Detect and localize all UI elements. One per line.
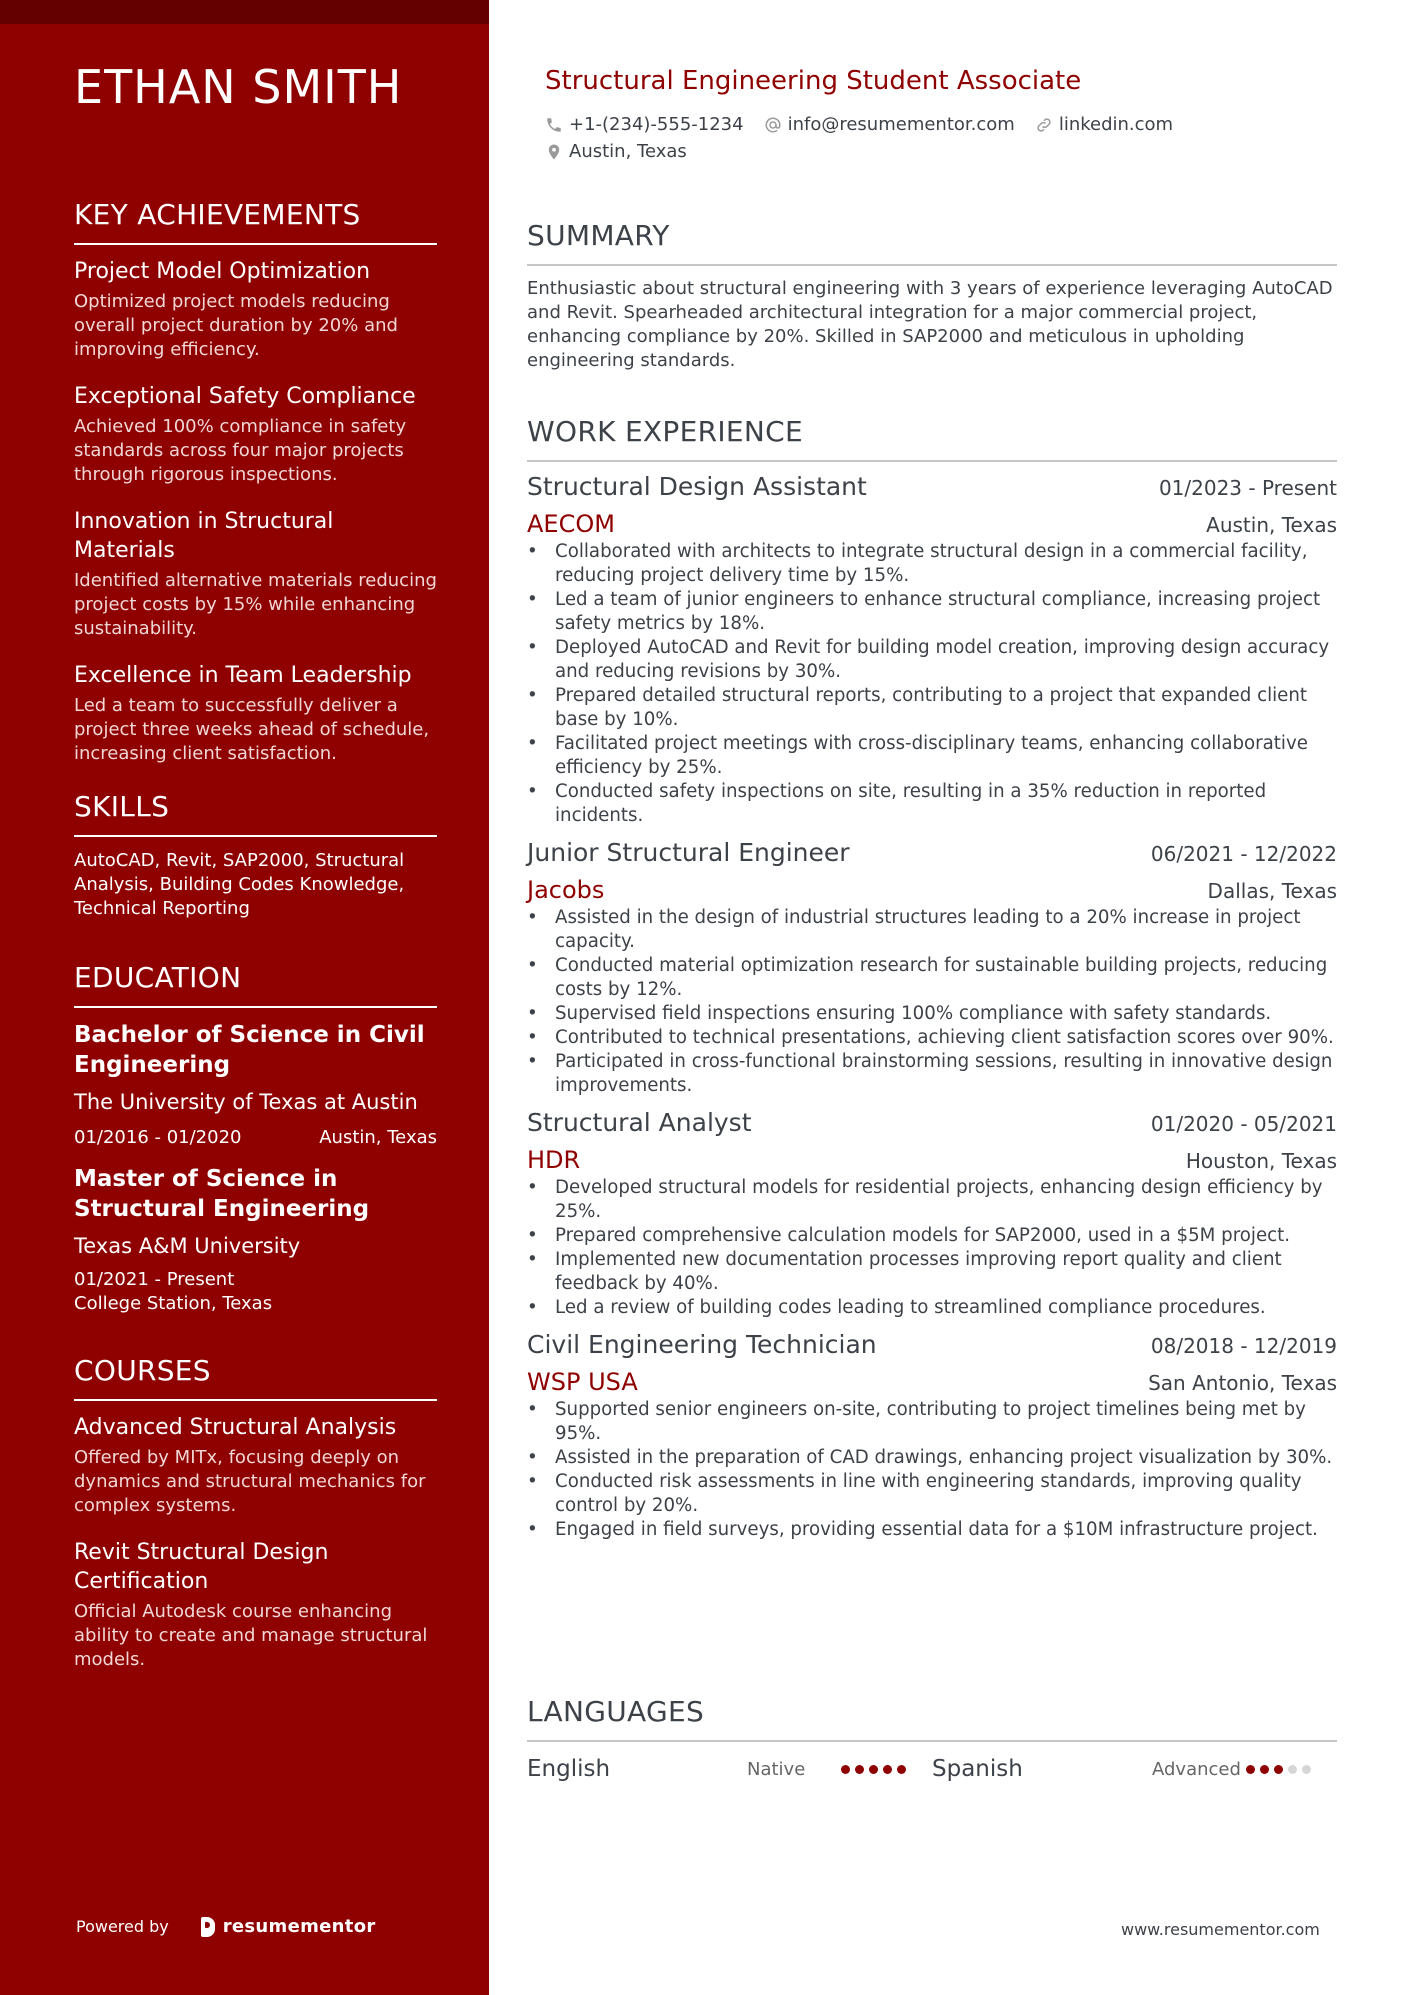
job-location: San Antonio, Texas <box>1148 1371 1337 1395</box>
job-role: Junior Structural Engineer <box>527 838 850 867</box>
location-text: Austin, Texas <box>569 141 687 162</box>
job-role: Civil Engineering Technician <box>527 1330 877 1359</box>
proficiency-dot-empty <box>1302 1765 1311 1774</box>
job-subheader <box>527 509 1337 539</box>
email-text: info@resumementor.com <box>787 114 1015 135</box>
proficiency-dot-filled <box>1260 1765 1269 1774</box>
job-bullet: • Led a review of building codes leading to streamlined compliance procedures. <box>527 1296 1337 1320</box>
achievement-item <box>74 507 437 641</box>
job-bullet: • Collaborated with architects to integrate structural design in a commercial facility, reducing project delivery time by 15%. <box>527 540 1337 588</box>
course-item <box>74 1413 437 1518</box>
course-description: Official Autodesk course enhancing ability to create and manage structural models. <box>74 1601 428 1670</box>
footer-url[interactable]: www.resumementor.com <box>1121 1920 1320 1939</box>
job-bullet: • Conducted material optimization research for sustainable building projects, reducing costs by 12%. <box>527 954 1337 1002</box>
job-dates: 01/2023 - Present <box>1158 476 1337 500</box>
job-entry <box>527 837 1337 1098</box>
achievement-title: Innovation in Structural Materials <box>74 509 334 563</box>
language-proficiency-dots <box>1246 1765 1316 1774</box>
job-subheader <box>527 875 1337 905</box>
education-degree: Bachelor of Science in Civil Engineering <box>74 1022 425 1078</box>
education-dates: 01/2016 - 01/2020 <box>74 1127 242 1148</box>
achievement-title: Excellence in Team Leadership <box>74 663 412 688</box>
achievement-item <box>74 257 437 362</box>
job-bullet: • Supported senior engineers on-site, contributing to project timelines being met by 95%. <box>527 1398 1337 1446</box>
education-degree: Master of Science in Structural Engineering <box>74 1166 370 1222</box>
key-achievements-section <box>74 198 437 766</box>
job-bullet: • Supervised field inspections ensuring 100% compliance with safety standards. <box>527 1002 1337 1026</box>
key-achievements-heading: KEY ACHIEVEMENTS <box>74 198 437 245</box>
jobs-list <box>527 471 1337 1542</box>
courses-section <box>74 1354 437 1672</box>
language-name: Spanish <box>932 1756 1023 1782</box>
contact-row <box>545 111 1325 138</box>
job-dates: 01/2020 - 05/2021 <box>1150 1112 1337 1136</box>
proficiency-dot-filled <box>841 1765 850 1774</box>
courses-list <box>74 1413 437 1672</box>
language-proficiency-dots <box>841 1765 911 1774</box>
proficiency-dot-filled <box>855 1765 864 1774</box>
at-sign-icon <box>764 116 782 134</box>
education-entry <box>74 1020 437 1150</box>
job-bullet: • Facilitated project meetings with cross-disciplinary teams, enhancing collaborative efficiency by 25%. <box>527 732 1337 780</box>
job-bullet: • Conducted safety inspections on site, resulting in a 35% reduction in reported incidents. <box>527 780 1337 828</box>
job-entry <box>527 471 1337 828</box>
job-bullet: • Conducted risk assessments in line with engineering standards, improving quality control by 20%. <box>527 1470 1337 1518</box>
job-bullets <box>527 1176 1337 1320</box>
linkedin-text: linkedin.com <box>1058 114 1174 135</box>
achievement-description: Optimized project models reducing overall project duration by 20% and improving efficiency. <box>74 291 398 360</box>
course-title: Revit Structural Design Certification <box>74 1540 329 1594</box>
job-header <box>527 1107 1337 1139</box>
proficiency-dot-filled <box>1246 1765 1255 1774</box>
job-bullet: • Assisted in the design of industrial structures leading to a 20% increase in project capacity. <box>527 906 1337 954</box>
language-level: Native <box>747 1758 806 1780</box>
job-entry <box>527 1107 1337 1320</box>
job-role: Structural Analyst <box>527 1108 752 1137</box>
sidebar-content <box>74 58 437 1692</box>
job-header <box>527 837 1337 869</box>
education-section <box>74 961 437 1316</box>
contact-phone[interactable] <box>545 114 744 135</box>
education-school: Texas A&M University <box>74 1234 301 1258</box>
education-heading: EDUCATION <box>74 961 437 1008</box>
contact-row <box>545 138 1325 165</box>
job-location: Dallas, Texas <box>1207 879 1337 903</box>
job-location: Austin, Texas <box>1206 513 1337 537</box>
job-bullet: • Prepared detailed structural reports, contributing to a project that expanded client base by 10%. <box>527 684 1337 732</box>
language-name: English <box>527 1756 611 1782</box>
job-bullet: • Developed structural models for residential projects, enhancing design efficiency by 25%. <box>527 1176 1337 1224</box>
resumementor-logo-icon <box>201 1917 217 1937</box>
job-bullets <box>527 540 1337 828</box>
powered-by <box>76 1916 376 1937</box>
language-item <box>932 1756 1337 1782</box>
contact-email[interactable] <box>764 114 1015 135</box>
candidate-name: ETHAN SMITH <box>74 60 403 114</box>
job-bullet: • Implemented new documentation processes improving report quality and client feedback by 40%. <box>527 1248 1337 1296</box>
education-location: College Station, Texas <box>74 1293 273 1314</box>
course-item <box>74 1538 437 1672</box>
phone-icon <box>545 116 563 134</box>
course-description: Offered by MITx, focusing deeply on dynamics and structural mechanics for complex systems. <box>74 1447 426 1516</box>
brand-name: resumementor <box>222 1916 376 1937</box>
sidebar <box>0 0 489 1995</box>
job-bullet: • Assisted in the preparation of CAD drawings, enhancing project visualization by 30%. <box>527 1446 1337 1470</box>
achievement-title: Exceptional Safety Compliance <box>74 384 416 409</box>
job-company: HDR <box>527 1146 581 1174</box>
language-item <box>527 1756 932 1782</box>
summary-section <box>527 219 1337 373</box>
job-dates: 06/2021 - 12/2022 <box>1150 842 1337 866</box>
languages-heading: LANGUAGES <box>527 1695 1337 1742</box>
location-pin-icon <box>545 143 563 161</box>
contact-location <box>545 141 687 162</box>
job-header <box>527 471 1337 503</box>
job-bullet: • Engaged in field surveys, providing essential data for a $10M infrastructure project. <box>527 1518 1337 1542</box>
phone-text: +1-(234)-555-1234 <box>569 114 744 135</box>
sidebar-top-bar <box>0 0 489 24</box>
achievement-item <box>74 382 437 487</box>
achievement-description: Led a team to successfully deliver a project three weeks ahead of schedule, increasing client satisfaction. <box>74 695 430 764</box>
languages-section <box>527 1695 1337 1786</box>
job-header <box>527 1329 1337 1361</box>
job-subheader <box>527 1145 1337 1175</box>
job-bullet: • Prepared comprehensive calculation models for SAP2000, used in a $5M project. <box>527 1224 1337 1248</box>
job-bullet: • Deployed AutoCAD and Revit for building model creation, improving design accuracy and reducing revisions by 30%. <box>527 636 1337 684</box>
job-bullet: • Contributed to technical presentations, achieving client satisfaction scores over 90%. <box>527 1026 1337 1050</box>
contact-linkedin[interactable] <box>1035 114 1173 135</box>
work-experience-heading: WORK EXPERIENCE <box>527 415 1337 462</box>
resumementor-logo[interactable] <box>201 1916 376 1937</box>
job-company: AECOM <box>527 510 615 538</box>
skills-heading: SKILLS <box>74 790 437 837</box>
job-title: Structural Engineering Student Associate <box>545 66 1082 96</box>
proficiency-dot-filled <box>1274 1765 1283 1774</box>
achievement-description: Identified alternative materials reducing project costs by 15% while enhancing sustainability. <box>74 570 437 639</box>
language-level: Advanced <box>1152 1758 1241 1780</box>
education-location: Austin, Texas <box>319 1127 437 1148</box>
job-company: WSP USA <box>527 1368 638 1396</box>
proficiency-dot-filled <box>897 1765 906 1774</box>
summary-heading: SUMMARY <box>527 219 1337 266</box>
job-bullet: • Led a team of junior engineers to enhance structural compliance, increasing project safety metrics by 18%. <box>527 588 1337 636</box>
proficiency-dot-filled <box>883 1765 892 1774</box>
courses-heading: COURSES <box>74 1354 437 1401</box>
job-entry <box>527 1329 1337 1542</box>
job-company: Jacobs <box>527 876 605 904</box>
summary-text: Enthusiastic about structural engineering with 3 years of experience leveraging AutoCAD and Revit. Spearheaded architectural integration for a major commercial project, enhancing compliance by 20%. Skilled in SAP2000 and meticulous in upholding engineering standards. <box>527 278 1333 371</box>
achievements-list <box>74 257 437 766</box>
skills-text: AutoCAD, Revit, SAP2000, Structural Analysis, Building Codes Knowledge, Technical Reporting <box>74 850 405 919</box>
job-bullets <box>527 1398 1337 1542</box>
job-role: Structural Design Assistant <box>527 472 867 501</box>
contact-info <box>545 111 1325 165</box>
link-icon <box>1035 116 1053 134</box>
achievement-item <box>74 661 437 766</box>
job-bullets <box>527 906 1337 1098</box>
proficiency-dot-empty <box>1288 1765 1297 1774</box>
achievement-title: Project Model Optimization <box>74 259 371 284</box>
job-subheader <box>527 1367 1337 1397</box>
proficiency-dot-filled <box>869 1765 878 1774</box>
course-title: Advanced Structural Analysis <box>74 1415 397 1440</box>
job-location: Houston, Texas <box>1185 1149 1337 1173</box>
education-entry <box>74 1164 437 1316</box>
powered-by-label: Powered by <box>76 1917 169 1936</box>
work-experience-section <box>527 415 1337 1542</box>
languages-row <box>527 1752 1337 1786</box>
education-school: The University of Texas at Austin <box>74 1090 418 1114</box>
job-dates: 08/2018 - 12/2019 <box>1150 1334 1337 1358</box>
education-meta <box>74 1126 437 1150</box>
education-dates: 01/2021 - Present <box>74 1269 235 1290</box>
skills-section <box>74 790 437 921</box>
achievement-description: Achieved 100% compliance in safety standards across four major projects through rigorous inspections. <box>74 416 407 485</box>
job-bullet: • Participated in cross-functional brainstorming sessions, resulting in innovative design improvements. <box>527 1050 1337 1098</box>
